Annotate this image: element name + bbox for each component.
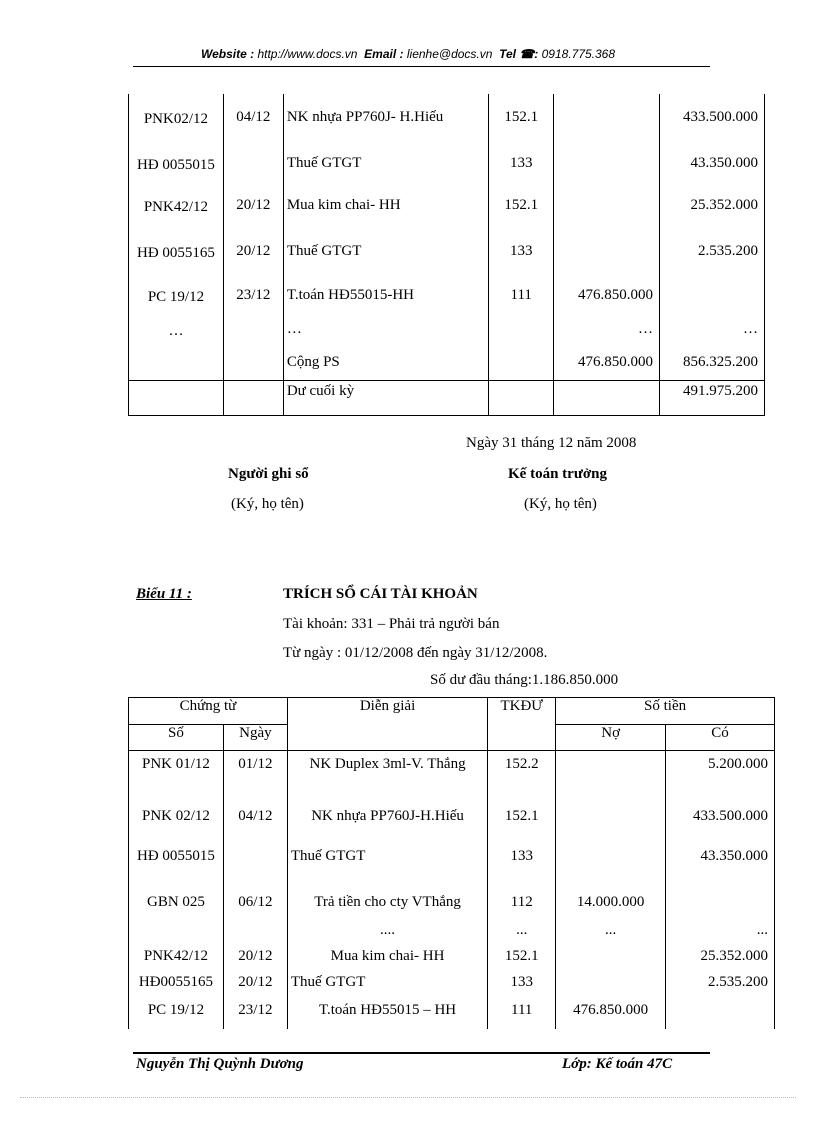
contra-account: 133 <box>488 969 556 997</box>
header-description: Diễn giải <box>287 698 487 751</box>
contra-account <box>489 346 554 380</box>
table-row <box>129 917 775 943</box>
tel-label: Tel ☎: <box>499 47 539 61</box>
page-header <box>0 47 816 61</box>
contra-account: 152.1 <box>488 803 556 843</box>
description: Trả tiền cho cty VThắng <box>287 889 487 917</box>
contra-account: 152.1 <box>488 943 556 969</box>
voucher-number: PNK42/12 <box>129 943 224 969</box>
description: Thuế GTGT <box>283 224 488 278</box>
contra-account: 152.2 <box>488 751 556 803</box>
empty-cell <box>489 380 554 415</box>
table-row <box>129 94 765 140</box>
credit-amount: 25.352.000 <box>660 186 765 224</box>
description: Thuế GTGT <box>287 969 487 997</box>
voucher-date: 20/12 <box>223 943 287 969</box>
email-link[interactable]: lienhe@docs.vn <box>406 47 493 61</box>
credit-amount: 25.352.000 <box>666 943 775 969</box>
website-link[interactable]: http://www.docs.vn <box>257 47 358 61</box>
table-row <box>129 997 775 1029</box>
voucher-date: 06/12 <box>223 889 287 917</box>
voucher-date: 20/12 <box>223 224 283 278</box>
closing-amount: 491.975.200 <box>660 380 765 415</box>
credit-amount: 433.500.000 <box>666 803 775 843</box>
debit-amount <box>556 803 666 843</box>
voucher-number: GBN 025 <box>129 889 224 917</box>
debit-amount: 14.000.000 <box>556 889 666 917</box>
voucher-date: 20/12 <box>223 969 287 997</box>
page-edge <box>20 1097 796 1098</box>
table-row <box>129 346 765 380</box>
ledger-table <box>128 697 775 1029</box>
table-row <box>129 278 765 312</box>
opening-balance: Số dư đầu tháng:1.186.850.000 <box>430 672 619 688</box>
contra-account: 152.1 <box>489 94 554 140</box>
contra-account: 111 <box>489 278 554 312</box>
credit-amount: … <box>660 312 765 346</box>
closing-label: Dư cuối kỳ <box>283 380 488 415</box>
voucher-number: PC 19/12 <box>129 278 224 312</box>
contra-account: 133 <box>489 224 554 278</box>
description: … <box>283 312 488 346</box>
chief-accountant-title: Kế toán trưởng <box>508 466 607 482</box>
table-row <box>129 943 775 969</box>
credit-amount: 2.535.200 <box>660 224 765 278</box>
table-row <box>129 224 765 278</box>
header-date: Ngày <box>223 725 287 751</box>
contra-account <box>489 312 554 346</box>
contra-account: 111 <box>488 997 556 1029</box>
ledger-table-continued <box>128 94 765 416</box>
debit-amount <box>556 843 666 889</box>
voucher-number: HĐ0055165 <box>129 969 224 997</box>
form-number: Biểu 11 : <box>136 586 192 602</box>
description: Mua kim chai- HH <box>283 186 488 224</box>
empty-cell <box>129 380 224 415</box>
description: Thuế GTGT <box>287 843 487 889</box>
class-name: Lớp: Kế toán 47C <box>562 1056 673 1072</box>
closing-balance-row <box>129 380 765 415</box>
header-number: Số <box>129 725 224 751</box>
header-amount: Số tiền <box>556 698 775 725</box>
voucher-date <box>223 346 283 380</box>
voucher-number: HĐ 0055015 <box>129 140 224 186</box>
credit-amount <box>666 889 775 917</box>
period-line: Từ ngày : 01/12/2008 đến ngày 31/12/2008. <box>283 645 548 661</box>
contra-account: 133 <box>489 140 554 186</box>
contra-account: 133 <box>488 843 556 889</box>
voucher-date: 23/12 <box>223 997 287 1029</box>
voucher-date <box>223 917 287 943</box>
table-row <box>129 969 775 997</box>
table-row <box>129 140 765 186</box>
voucher-number: PNK 02/12 <box>129 803 224 843</box>
description: NK nhựa PP760J-H.Hiếu <box>287 803 487 843</box>
header-contra-account: TKĐƯ <box>488 698 556 751</box>
description: T.toán HĐ55015 – HH <box>287 997 487 1029</box>
voucher-number: PNK 01/12 <box>129 751 224 803</box>
contra-account: 112 <box>488 889 556 917</box>
voucher-date: 23/12 <box>223 278 283 312</box>
table-row <box>129 889 775 917</box>
credit-amount <box>660 278 765 312</box>
voucher-number <box>129 346 224 380</box>
voucher-number: PNK02/12 <box>129 94 224 140</box>
header-credit: Có <box>666 725 775 751</box>
table-row <box>129 751 775 803</box>
description: Thuế GTGT <box>283 140 488 186</box>
voucher-number <box>129 917 224 943</box>
debit-amount: 476.850.000 <box>554 346 660 380</box>
voucher-number: HĐ 0055165 <box>129 224 224 278</box>
debit-amount <box>554 224 660 278</box>
table-row <box>129 186 765 224</box>
voucher-date: 20/12 <box>223 186 283 224</box>
debit-amount: … <box>554 312 660 346</box>
credit-amount: ... <box>666 917 775 943</box>
voucher-number: PNK42/12 <box>129 186 224 224</box>
empty-cell <box>223 380 283 415</box>
voucher-date <box>223 312 283 346</box>
contra-account: 152.1 <box>489 186 554 224</box>
description: T.toán HĐ55015-HH <box>283 278 488 312</box>
debit-amount: ... <box>556 917 666 943</box>
debit-amount <box>554 94 660 140</box>
table-row <box>129 312 765 346</box>
signature-date: Ngày 31 tháng 12 năm 2008 <box>466 435 637 451</box>
tel-number: 0918.775.368 <box>541 47 616 61</box>
debit-amount <box>554 140 660 186</box>
voucher-date <box>223 140 283 186</box>
header-voucher: Chứng từ <box>129 698 288 725</box>
footer-divider <box>133 1052 710 1054</box>
empty-cell <box>554 380 660 415</box>
chief-accountant-sign-note: (Ký, họ tên) <box>524 496 597 512</box>
debit-amount <box>556 969 666 997</box>
credit-amount: 856.325.200 <box>660 346 765 380</box>
voucher-date: 04/12 <box>223 94 283 140</box>
debit-amount: 476.850.000 <box>554 278 660 312</box>
description: .... <box>287 917 487 943</box>
description: NK nhựa PP760J- H.Hiếu <box>283 94 488 140</box>
website-label: Website : <box>200 47 255 61</box>
credit-amount: 5.200.000 <box>666 751 775 803</box>
recorder-title: Người ghi sổ <box>228 466 309 482</box>
account-line: Tài khoản: 331 – Phải trả người bán <box>283 616 500 632</box>
description: Mua kim chai- HH <box>287 943 487 969</box>
voucher-number: PC 19/12 <box>129 997 224 1029</box>
credit-amount <box>666 997 775 1029</box>
table-row <box>129 803 775 843</box>
credit-amount: 433.500.000 <box>660 94 765 140</box>
voucher-number: HĐ 0055015 <box>129 843 224 889</box>
debit-amount <box>554 186 660 224</box>
contra-account: ... <box>488 917 556 943</box>
credit-amount: 43.350.000 <box>666 843 775 889</box>
header-divider <box>133 66 710 67</box>
header-debit: Nợ <box>556 725 666 751</box>
debit-amount <box>556 751 666 803</box>
recorder-sign-note: (Ký, họ tên) <box>231 496 304 512</box>
author-name: Nguyễn Thị Quỳnh Dương <box>136 1056 304 1072</box>
voucher-date <box>223 843 287 889</box>
voucher-number: … <box>129 312 224 346</box>
email-label: Email : <box>364 47 404 61</box>
section-title: TRÍCH SỔ CÁI TÀI KHOẢN <box>283 586 478 602</box>
voucher-date: 04/12 <box>223 803 287 843</box>
debit-amount <box>556 943 666 969</box>
description: Cộng PS <box>283 346 488 380</box>
table-row <box>129 843 775 889</box>
description: NK Duplex 3ml-V. Thắng <box>287 751 487 803</box>
voucher-date: 01/12 <box>223 751 287 803</box>
debit-amount: 476.850.000 <box>556 997 666 1029</box>
credit-amount: 2.535.200 <box>666 969 775 997</box>
credit-amount: 43.350.000 <box>660 140 765 186</box>
